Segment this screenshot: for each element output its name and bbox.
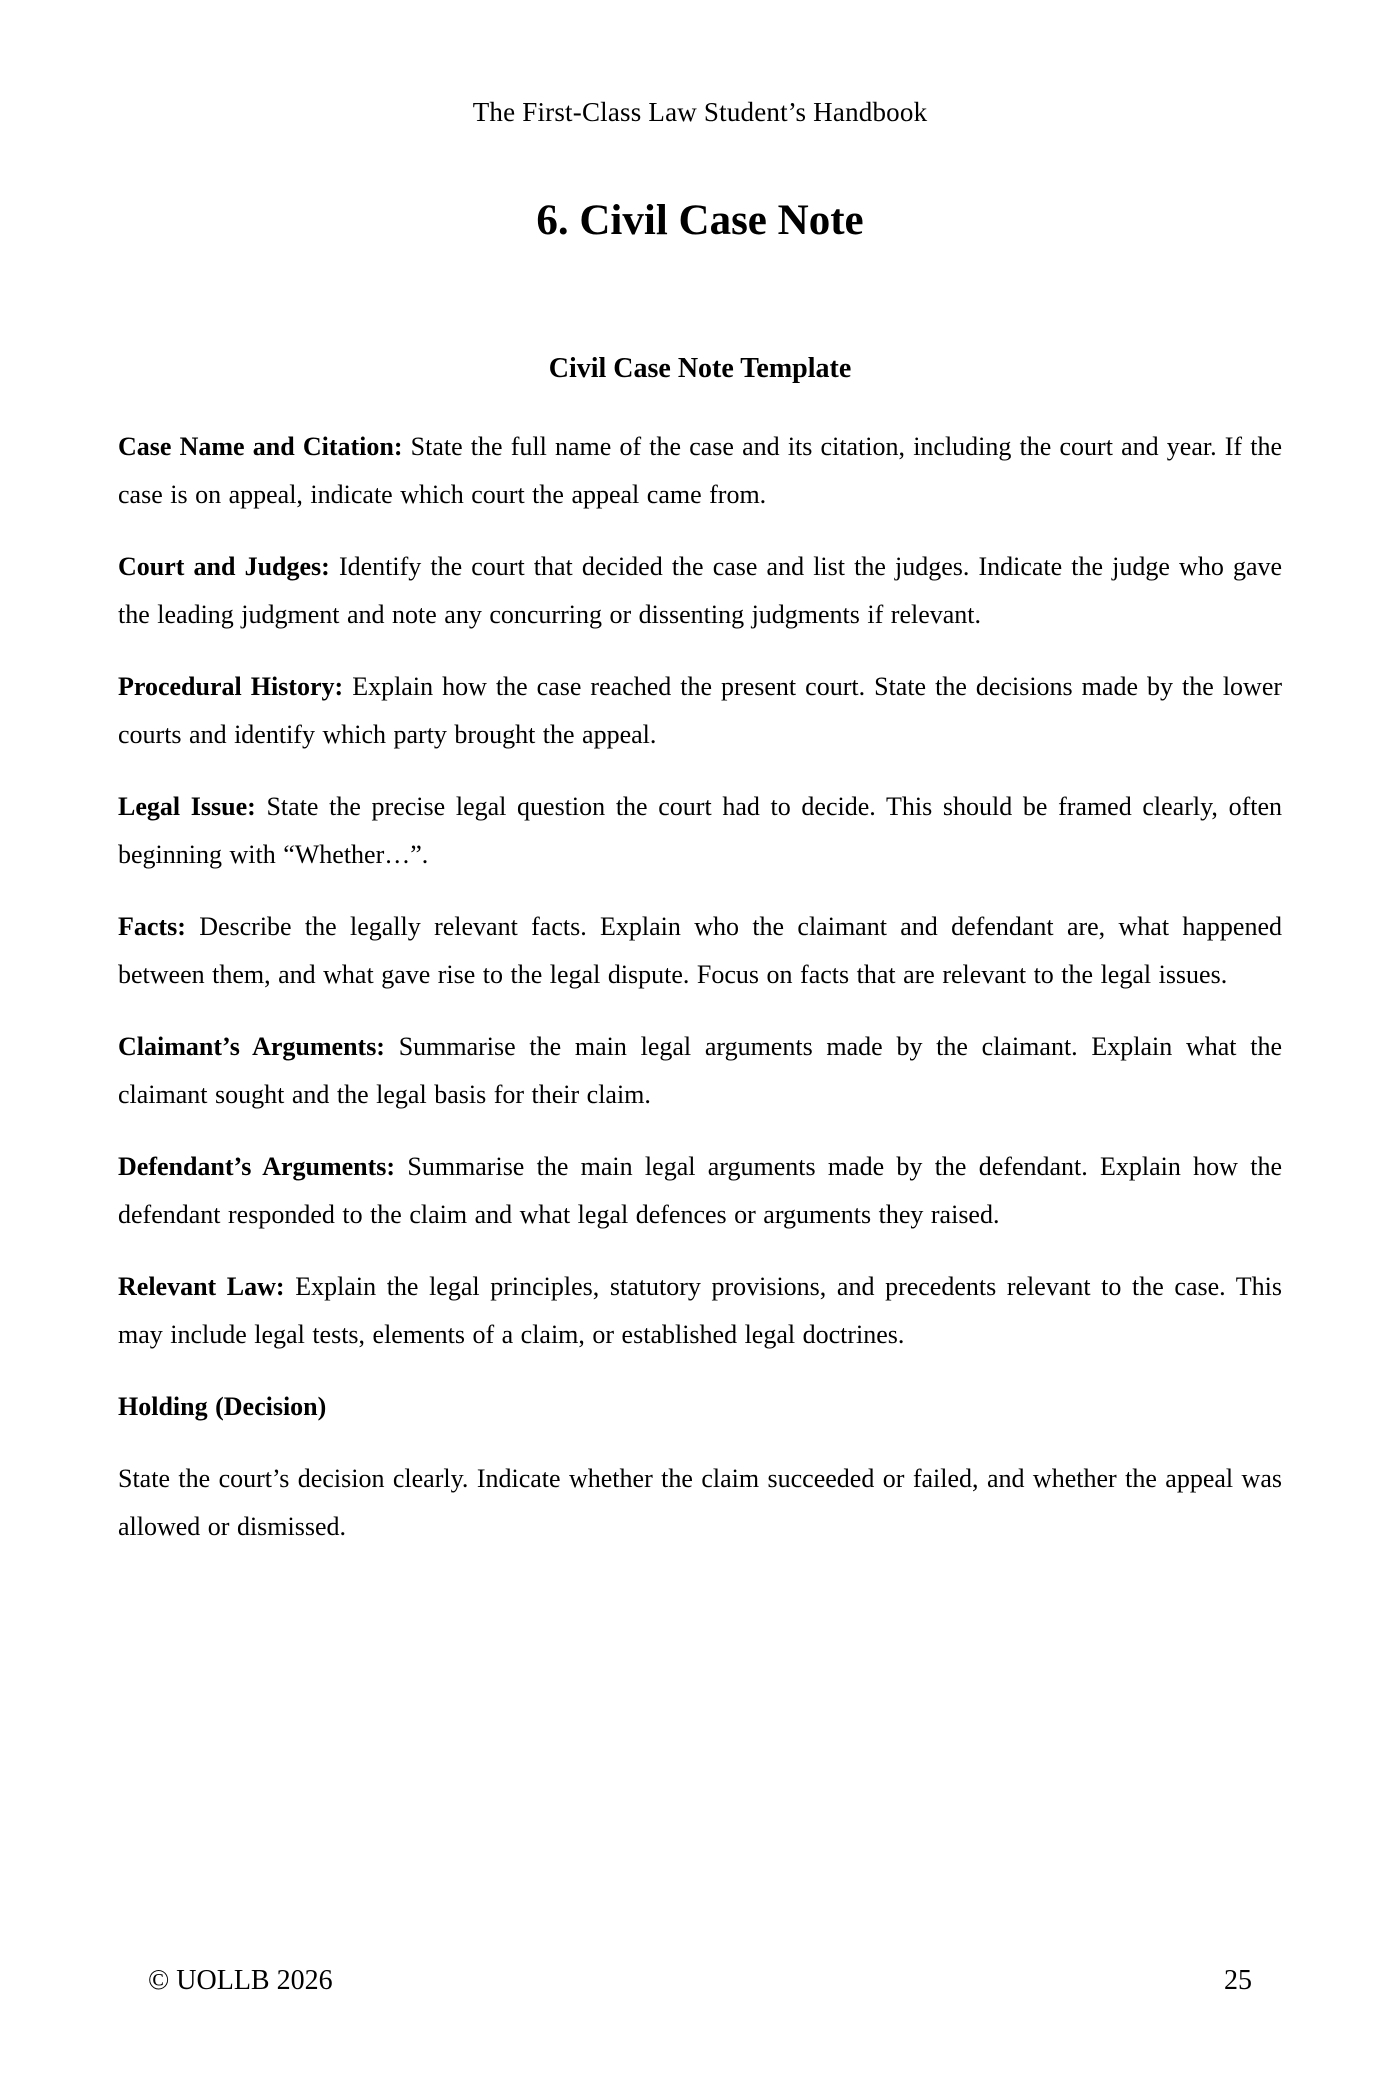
paragraph-text: Explain the legal principles, statutory provisions, and precedents relevant to the case. This may include legal tests, elements of a claim, or established legal doctrines. <box>118 1272 1283 1349</box>
footer-page-number: 25 <box>1224 1965 1252 1996</box>
paragraph-label: Court and Judges: <box>118 552 330 581</box>
paragraph-holding: State the court’s decision clearly. Indicate whether the claim succeeded or failed, and whether the appeal was allowed or dismissed. <box>118 1464 1282 1541</box>
paragraph-text: Describe the legally relevant facts. Explain who the claimant and defendant are, what happened between them, and what gave rise to the legal dispute. Focus on facts that are relevant to the legal issues. <box>118 912 1282 989</box>
paragraph-case-name-citation <box>118 423 1282 519</box>
paragraph-facts <box>118 903 1282 999</box>
paragraph-text: Identify the court that decided the case and list the judges. Indicate the judge who gave the leading judgment and note any concurring or dissenting judgments if relevant. <box>118 552 1283 629</box>
paragraph-label: Defendant’s Arguments: <box>118 1152 396 1181</box>
section-subtitle: Civil Case Note Template <box>548 353 852 384</box>
page-footer <box>148 1967 1252 1995</box>
paragraph-text: Summarise the main legal arguments made by the claimant. Explain what the claimant sought and the legal basis for their claim. <box>118 1032 1283 1109</box>
paragraph-label: Facts: <box>118 912 186 941</box>
paragraph-text: Summarise the main legal arguments made by the defendant. Explain how the defendant responded to the claim and what legal defences or arguments they raised. <box>118 1152 1282 1229</box>
paragraph-label: Procedural History: <box>118 672 344 701</box>
paragraph-procedural-history <box>118 663 1282 759</box>
paragraph-relevant-law <box>118 1263 1282 1359</box>
paragraph-label: Case Name and Citation: <box>118 432 403 461</box>
heading-holding-decision: Holding (Decision) <box>118 1392 327 1421</box>
paragraph-court-judges <box>118 543 1282 639</box>
paragraph-label: Relevant Law: <box>118 1272 285 1301</box>
paragraph-label: Legal Issue: <box>118 792 256 821</box>
paragraph-text: Explain how the case reached the present court. State the decisions made by the lower courts and identify which party brought the appeal. <box>118 672 1283 749</box>
footer-copyright: © UOLLB 2026 <box>148 1965 333 1996</box>
paragraph-text: State the full name of the case and its citation, including the court and year. If the case is on appeal, indicate which court the appeal came from. <box>118 432 1282 509</box>
paragraph-defendant-arguments <box>118 1143 1282 1239</box>
paragraph-text: State the precise legal question the court had to decide. This should be framed clearly, often beginning with “Whether…”. <box>118 792 1283 869</box>
document-page <box>0 99 1400 2099</box>
chapter-title: 6. Civil Case Note <box>536 197 864 244</box>
running-header: The First-Class Law Student’s Handbook <box>472 97 928 127</box>
body-copy <box>118 423 1282 1551</box>
paragraph-claimant-arguments <box>118 1023 1282 1119</box>
paragraph-legal-issue <box>118 783 1282 879</box>
paragraph-label: Claimant’s Arguments: <box>118 1032 385 1061</box>
